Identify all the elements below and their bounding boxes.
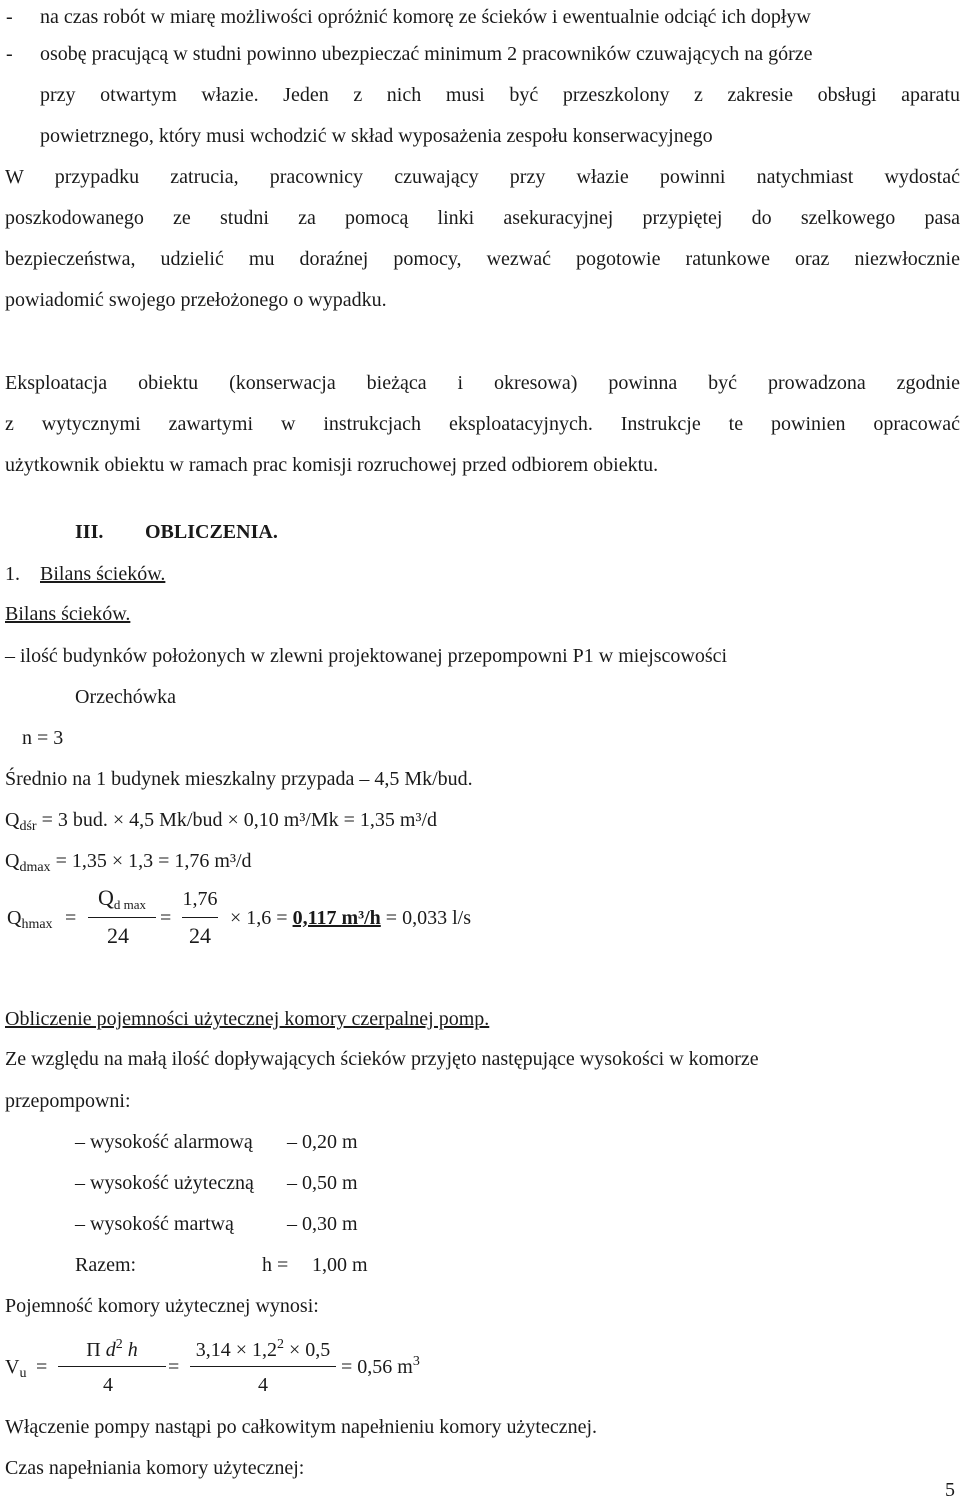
paragraph-line: użytkownik obiektu w ramach prac komisji rozruchowej przed odbiorem obiektu. xyxy=(5,454,659,476)
q-subscript: dśr xyxy=(19,819,37,834)
average-residents: Średnio na 1 budynek mieszkalny przypada – 4,5 Mk/bud. xyxy=(5,768,473,790)
paragraph-line: powietrznego, który musi wchodzić w skład wyposażenia zespołu konserwacyjnego xyxy=(40,125,713,147)
q-symbol: Q xyxy=(7,907,22,929)
fraction-denominator: 4 xyxy=(258,1374,268,1396)
equals-sign: = xyxy=(168,1356,180,1378)
section-number: III. xyxy=(75,521,104,543)
height-value: – 0,30 m xyxy=(287,1213,358,1235)
formula-body: = 3 bud. × 4,5 Mk/bud × 0,10 m³/Mk = 1,35 m³/d xyxy=(36,809,438,831)
result-tail: = 0,033 l/s xyxy=(385,907,471,929)
height-value: – 0,50 m xyxy=(287,1172,358,1194)
height-label: – wysokość użyteczną xyxy=(75,1172,254,1194)
fraction-denominator: 24 xyxy=(107,923,129,948)
volume-lhs: $V_u$ xyxy=(5,1356,27,1381)
height-label: – wysokość alarmową xyxy=(75,1131,253,1153)
fraction-bar xyxy=(190,1366,336,1367)
multiplier: × 1,6 = xyxy=(230,907,288,929)
fraction-numerator: 1,76 xyxy=(182,888,218,910)
total-h: h = xyxy=(262,1254,289,1276)
fraction-numerator: $Q_{d max}$ xyxy=(97,885,147,912)
fraction-bar xyxy=(58,1366,166,1367)
locality-name: Orzechówka xyxy=(75,686,177,708)
formula-body: = 1,35 × 1,3 = 1,76 m³/d xyxy=(50,850,252,872)
formula-q-hmax-rhs xyxy=(230,908,471,928)
chamber-heading: Obliczenie pojemności użytecznej komory czerpalnej pomp. xyxy=(5,1008,490,1030)
section-title: OBLICZENIA. xyxy=(145,521,278,543)
total-label: Razem: xyxy=(75,1254,137,1276)
paragraph-line: przy otwartym włazie. Jeden z nich musi być przeszkolony z zakresie obsługi aparatu xyxy=(40,84,960,106)
subsection-title: Bilans ścieków. xyxy=(40,563,166,585)
buildings-line: – ilość budynków położonych w zlewni projektowanej przepompowni P1 w miejscowości xyxy=(5,645,728,667)
height-value: – 0,20 m xyxy=(287,1131,358,1153)
paragraph-line: przepompowni: xyxy=(5,1090,131,1112)
fraction-denominator: 4 xyxy=(103,1374,113,1396)
q-subscript: dmax xyxy=(19,860,51,875)
result-bold: 0,117 m³/h xyxy=(292,907,381,929)
height-label: – wysokość martwą xyxy=(75,1213,234,1235)
formula-q-dsr xyxy=(5,809,438,834)
fraction-numerator: Π $d^2$ h xyxy=(86,1337,138,1361)
paragraph-line: Ze względu na małą ilość dopływających ścieków przyjęto następujące wysokości w komorze xyxy=(5,1048,759,1070)
fraction-numerator: $3,14 \times 1,2^2 \times 0,5$ xyxy=(195,1337,331,1361)
subsection-number: 1. xyxy=(5,563,20,585)
total-value: 1,00 m xyxy=(312,1254,368,1276)
equals-sign: = xyxy=(160,907,172,929)
q-symbol: Q xyxy=(5,809,20,831)
page-number: 5 xyxy=(945,1479,955,1501)
paragraph-line: powiadomić swojego przełożonego o wypadku. xyxy=(5,289,387,311)
paragraph-line: Eksploatacja obiektu (konserwacja bieżąca i okresowa) powinna być prowadzona zgodnie xyxy=(5,372,960,394)
paragraph-line: W przypadku zatrucia, pracownicy czuwający przy włazie powinni natychmiast wydostać xyxy=(5,166,960,188)
subsection-heading: Bilans ścieków. xyxy=(5,603,131,625)
paragraph-line: bezpieczeństwa, udzielić mu doraźnej pomocy, wezwać pogotowie ratunkowe oraz niezwłocznie xyxy=(5,248,960,270)
volume-result: = 0,56 $m^3$ xyxy=(341,1354,420,1378)
paragraph-line: z wytycznymi zawartymi w instrukcjach eksploatacyjnych. Instrukcje te powinien opracować xyxy=(5,413,960,435)
list-dash: - xyxy=(6,43,13,65)
q-symbol: Q xyxy=(5,850,20,872)
paragraph-line: poszkodowanego ze studni za pomocą linki asekuracyjnej przypiętej do szelkowego pasa xyxy=(5,207,960,229)
volume-intro: Pojemność komory użytecznej wynosi: xyxy=(5,1295,319,1317)
list-item-line: na czas robót w miarę możliwości opróżnić komorę ze ścieków i ewentualnie odciąć ich dopływ xyxy=(40,6,811,28)
pump-line: Włączenie pompy nastąpi po całkowitym napełnieniu komory użytecznej. xyxy=(5,1416,598,1438)
building-count: n = 3 xyxy=(22,727,64,749)
equals-sign: = xyxy=(36,1356,48,1378)
list-item-line: osobę pracującą w studni powinno ubezpieczać minimum 2 pracowników czuwających na górze xyxy=(40,43,813,65)
list-dash: - xyxy=(6,6,13,28)
fraction-bar xyxy=(88,917,156,918)
formula-q-dmax xyxy=(5,850,252,875)
q-subscript: hmax xyxy=(21,917,53,932)
formula-q-hmax-lhs xyxy=(7,907,53,932)
equals-sign: = xyxy=(65,907,77,929)
fill-time-line: Czas napełniania komory użytecznej: xyxy=(5,1457,305,1479)
fraction-denominator: 24 xyxy=(189,923,211,948)
fraction-bar xyxy=(182,917,218,918)
